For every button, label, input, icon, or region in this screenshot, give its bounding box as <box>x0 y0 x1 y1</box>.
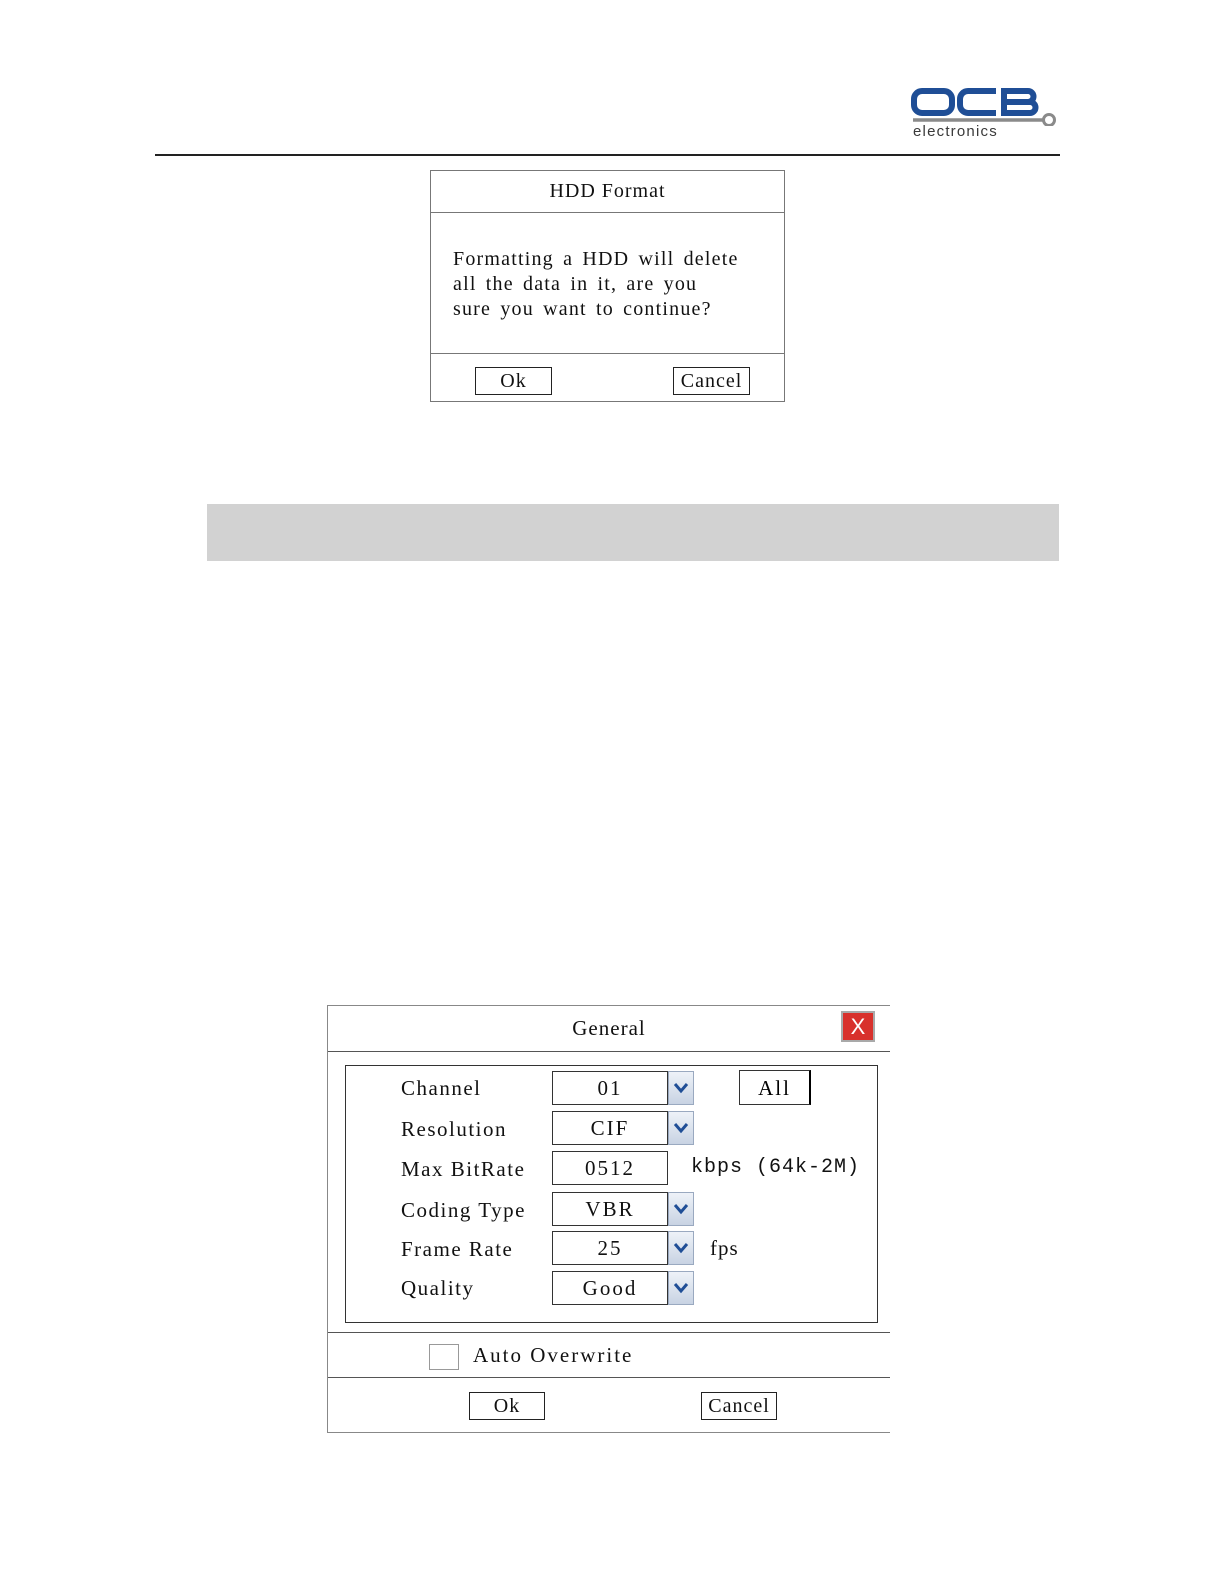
dialog-message <box>453 247 778 322</box>
hdd-format-dialog <box>430 170 785 402</box>
chevron-down-icon <box>673 1202 689 1216</box>
bitrate-unit: kbps (64k-2M) <box>691 1156 861 1179</box>
dialog-title: HDD Format <box>431 171 784 213</box>
all-channels-button[interactable]: All <box>739 1070 811 1105</box>
frame-rate-unit: fps <box>710 1236 739 1260</box>
cancel-button[interactable]: Cancel <box>673 367 750 395</box>
divider <box>328 1332 890 1333</box>
coding-type-dropdown-button[interactable] <box>668 1192 694 1226</box>
ok-button[interactable]: Ok <box>469 1392 545 1420</box>
chevron-down-icon <box>673 1081 689 1095</box>
channel-label: Channel <box>401 1076 482 1100</box>
channel-select[interactable]: 01 <box>552 1071 668 1105</box>
close-button[interactable]: X <box>841 1011 875 1042</box>
max-bitrate-label: Max BitRate <box>401 1157 526 1181</box>
auto-overwrite-label: Auto Overwrite <box>473 1343 634 1367</box>
channel-dropdown-button[interactable] <box>668 1071 694 1105</box>
resolution-select[interactable]: CIF <box>552 1111 668 1145</box>
quality-select[interactable]: Good <box>552 1271 668 1305</box>
logo-subtitle: electronics <box>913 123 998 140</box>
divider <box>328 1377 890 1378</box>
coding-type-label: Coding Type <box>401 1198 526 1222</box>
chevron-down-icon <box>673 1281 689 1295</box>
dialog-footer <box>431 353 784 402</box>
chevron-down-icon <box>673 1121 689 1135</box>
max-bitrate-input[interactable]: 0512 <box>552 1151 668 1185</box>
coding-type-select[interactable]: VBR <box>552 1192 668 1226</box>
dialog-title: General <box>328 1006 890 1052</box>
auto-overwrite-checkbox[interactable] <box>429 1344 459 1370</box>
ocb-logo-mark <box>910 86 1060 126</box>
ocb-electronics-logo <box>910 86 1060 142</box>
frame-rate-select[interactable]: 25 <box>552 1231 668 1265</box>
ok-button[interactable]: Ok <box>475 367 552 395</box>
frame-rate-label: Frame Rate <box>401 1237 514 1261</box>
cancel-button[interactable]: Cancel <box>701 1392 777 1420</box>
settings-panel <box>345 1065 878 1323</box>
resolution-dropdown-button[interactable] <box>668 1111 694 1145</box>
resolution-label: Resolution <box>401 1117 508 1141</box>
message-line: Formatting a HDD will delete <box>453 248 739 270</box>
quality-dropdown-button[interactable] <box>668 1271 694 1305</box>
header-rule <box>155 154 1060 156</box>
quality-label: Quality <box>401 1276 475 1300</box>
section-heading-band <box>207 504 1059 561</box>
chevron-down-icon <box>673 1241 689 1255</box>
message-line: sure you want to continue? <box>453 298 712 320</box>
message-line: all the data in it, are you <box>453 273 698 295</box>
frame-rate-dropdown-button[interactable] <box>668 1231 694 1265</box>
general-dialog <box>327 1005 890 1433</box>
